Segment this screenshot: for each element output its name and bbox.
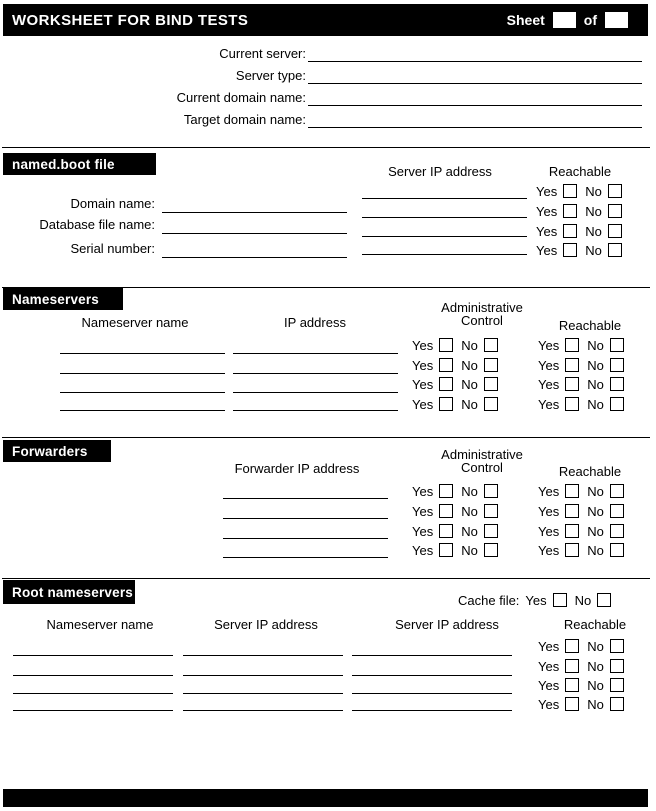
yes-checkbox[interactable] <box>565 484 579 498</box>
title-bar <box>3 4 648 36</box>
reachable-yes-no-row-4 <box>536 242 622 258</box>
yes-label: Yes <box>412 523 434 539</box>
yes-label: Yes <box>412 337 434 353</box>
no-label: No <box>587 376 604 392</box>
current-server-label: Current server: <box>219 46 306 61</box>
administrative-control-header-line2: Control <box>461 460 503 475</box>
ip-address-line-3[interactable] <box>233 392 398 393</box>
ip-address-line-4[interactable] <box>233 410 398 411</box>
yes-checkbox[interactable] <box>565 659 579 673</box>
forwarder-ip-address-header: Forwarder IP address <box>234 461 360 476</box>
yes-label: Yes <box>538 696 560 712</box>
yes-label: Yes <box>536 203 558 219</box>
page-title: WORKSHEET FOR BIND TESTS <box>12 11 249 29</box>
no-label: No <box>585 183 602 199</box>
yes-checkbox[interactable] <box>565 697 579 711</box>
forwarder-ip-line-4[interactable] <box>223 557 388 558</box>
ip-address-line-2[interactable] <box>233 373 398 374</box>
no-label: No <box>461 542 478 558</box>
no-checkbox[interactable] <box>610 543 624 557</box>
no-checkbox[interactable] <box>608 243 622 257</box>
no-label: No <box>587 396 604 412</box>
reachable-yes-no-row-3 <box>538 523 624 539</box>
no-label: No <box>461 357 478 373</box>
server-ip-address-header-1: Server IP address <box>214 617 318 632</box>
nameserver-name-line-2[interactable] <box>60 373 225 374</box>
no-label: No <box>461 523 478 539</box>
target-domain-name-line[interactable] <box>308 127 642 128</box>
no-label: No <box>585 242 602 258</box>
root-server-ip1-line-2[interactable] <box>183 675 343 676</box>
yes-checkbox[interactable] <box>439 338 453 352</box>
no-checkbox[interactable] <box>610 504 624 518</box>
admin-control-yes-no-row-1 <box>412 337 498 353</box>
administrative-control-header: Administrative <box>441 300 523 315</box>
yes-label: Yes <box>538 337 560 353</box>
nameserver-name-line-4[interactable] <box>60 410 225 411</box>
no-checkbox[interactable] <box>484 484 498 498</box>
forwarder-ip-line-3[interactable] <box>223 538 388 539</box>
no-label: No <box>587 658 604 674</box>
yes-label: Yes <box>538 523 560 539</box>
administrative-control-header-line2: Control <box>461 313 503 328</box>
server-ip-line-2[interactable] <box>362 217 527 218</box>
server-ip-line-4[interactable] <box>362 254 527 255</box>
yes-checkbox[interactable] <box>563 184 577 198</box>
no-checkbox[interactable] <box>608 224 622 238</box>
sheet-total-box[interactable] <box>605 12 628 28</box>
domain-name-label: Domain name: <box>70 196 155 211</box>
no-label: No <box>574 592 592 608</box>
yes-label: Yes <box>412 542 434 558</box>
no-checkbox[interactable] <box>610 397 624 411</box>
reachable-yes-no-row-2 <box>538 503 624 519</box>
cache-file-label: Cache file: <box>458 592 520 608</box>
yes-label: Yes <box>538 638 560 654</box>
root-server-ip2-line-1[interactable] <box>352 655 512 656</box>
reachable-yes-no-row-4 <box>538 696 624 712</box>
no-checkbox[interactable] <box>610 377 624 391</box>
yes-checkbox[interactable] <box>565 358 579 372</box>
reachable-yes-no-row-2 <box>536 203 622 219</box>
database-file-name-line[interactable] <box>162 233 347 234</box>
no-label: No <box>585 223 602 239</box>
no-checkbox[interactable] <box>484 338 498 352</box>
no-label: No <box>587 523 604 539</box>
yes-checkbox[interactable] <box>565 524 579 538</box>
reachable-yes-no-row-3 <box>538 677 624 693</box>
reachable-header: Reachable <box>558 318 622 333</box>
reachable-yes-no-row-1 <box>536 183 622 199</box>
yes-label: Yes <box>412 396 434 412</box>
nameserver-name-line-1[interactable] <box>60 353 225 354</box>
server-ip-line-3[interactable] <box>362 236 527 237</box>
reachable-header: Reachable <box>563 617 627 632</box>
admin-control-yes-no-row-4 <box>412 542 498 558</box>
root-server-ip1-line-3[interactable] <box>183 693 343 694</box>
no-checkbox[interactable] <box>610 697 624 711</box>
section-divider <box>2 437 650 438</box>
no-checkbox[interactable] <box>610 484 624 498</box>
yes-label: Yes <box>538 503 560 519</box>
section-divider <box>2 578 650 579</box>
yes-label: Yes <box>412 376 434 392</box>
admin-control-yes-no-row-4 <box>412 396 498 412</box>
yes-checkbox[interactable] <box>553 593 567 607</box>
yes-checkbox[interactable] <box>565 397 579 411</box>
admin-control-yes-no-row-3 <box>412 523 498 539</box>
yes-checkbox[interactable] <box>565 678 579 692</box>
ip-address-header: IP address <box>284 315 346 330</box>
yes-label: Yes <box>538 483 560 499</box>
cache-file-row <box>458 592 611 608</box>
nameserver-name-line-3[interactable] <box>60 392 225 393</box>
root-nameserver-name-line-2[interactable] <box>13 675 173 676</box>
root-server-ip1-line-1[interactable] <box>183 655 343 656</box>
no-checkbox[interactable] <box>610 678 624 692</box>
sheet-label: Sheet <box>506 12 545 28</box>
yes-label: Yes <box>525 592 547 608</box>
yes-label: Yes <box>412 483 434 499</box>
forwarders-section-title: Forwarders <box>3 440 111 462</box>
yes-label: Yes <box>536 242 558 258</box>
yes-checkbox[interactable] <box>563 243 577 257</box>
yes-label: Yes <box>538 357 560 373</box>
no-checkbox[interactable] <box>484 377 498 391</box>
server-ip-address-header: Server IP address <box>388 164 492 179</box>
yes-checkbox[interactable] <box>439 377 453 391</box>
no-checkbox[interactable] <box>610 338 624 352</box>
no-label: No <box>587 542 604 558</box>
yes-label: Yes <box>536 183 558 199</box>
yes-checkbox[interactable] <box>565 639 579 653</box>
root-nameserver-name-line-3[interactable] <box>13 693 173 694</box>
root-server-ip2-line-3[interactable] <box>352 693 512 694</box>
yes-label: Yes <box>412 357 434 373</box>
serial-number-label: Serial number: <box>70 241 155 256</box>
reachable-yes-no-row-2 <box>538 658 624 674</box>
no-checkbox[interactable] <box>484 358 498 372</box>
admin-control-yes-no-row-1 <box>412 483 498 499</box>
current-server-line[interactable] <box>308 61 642 62</box>
current-domain-name-label: Current domain name: <box>176 90 306 105</box>
no-checkbox[interactable] <box>610 659 624 673</box>
reachable-yes-no-row-3 <box>538 376 624 392</box>
yes-checkbox[interactable] <box>565 377 579 391</box>
of-label: of <box>583 12 597 28</box>
reachable-yes-no-row-1 <box>538 483 624 499</box>
no-label: No <box>461 337 478 353</box>
nameserver-name-header: Nameserver name <box>81 315 189 330</box>
root-nameservers-section-title: Root nameservers <box>3 580 135 604</box>
no-label: No <box>461 396 478 412</box>
server-type-line[interactable] <box>308 83 642 84</box>
reachable-header: Reachable <box>548 164 612 179</box>
forwarder-ip-line-2[interactable] <box>223 518 388 519</box>
no-label: No <box>587 483 604 499</box>
target-domain-name-label: Target domain name: <box>183 112 306 127</box>
no-checkbox[interactable] <box>610 358 624 372</box>
yes-label: Yes <box>538 658 560 674</box>
reachable-yes-no-row-4 <box>538 396 624 412</box>
admin-control-yes-no-row-2 <box>412 503 498 519</box>
no-checkbox[interactable] <box>484 504 498 518</box>
reachable-yes-no-row-1 <box>538 638 624 654</box>
server-ip-address-header-2: Server IP address <box>395 617 499 632</box>
no-checkbox[interactable] <box>597 593 611 607</box>
yes-label: Yes <box>536 223 558 239</box>
yes-checkbox[interactable] <box>439 524 453 538</box>
no-label: No <box>587 357 604 373</box>
no-label: No <box>461 483 478 499</box>
no-checkbox[interactable] <box>608 204 622 218</box>
root-server-ip2-line-4[interactable] <box>352 710 512 711</box>
no-checkbox[interactable] <box>484 543 498 557</box>
database-file-name-label: Database file name: <box>39 217 155 232</box>
current-domain-name-line[interactable] <box>308 105 642 106</box>
reachable-yes-no-row-3 <box>536 223 622 239</box>
no-label: No <box>461 503 478 519</box>
yes-label: Yes <box>412 503 434 519</box>
admin-control-yes-no-row-3 <box>412 376 498 392</box>
yes-checkbox[interactable] <box>439 484 453 498</box>
server-type-label: Server type: <box>235 68 306 83</box>
yes-checkbox[interactable] <box>565 504 579 518</box>
named-boot-section-title: named.boot file <box>3 153 156 175</box>
no-label: No <box>587 677 604 693</box>
reachable-yes-no-row-4 <box>538 542 624 558</box>
reachable-yes-no-row-1 <box>538 337 624 353</box>
root-nameserver-name-line-1[interactable] <box>13 655 173 656</box>
reachable-header: Reachable <box>558 464 622 479</box>
yes-checkbox[interactable] <box>439 504 453 518</box>
footer-bar <box>3 789 648 807</box>
yes-label: Yes <box>538 396 560 412</box>
nameserver-name-header: Nameserver name <box>46 617 154 632</box>
yes-label: Yes <box>538 542 560 558</box>
yes-checkbox[interactable] <box>563 204 577 218</box>
root-server-ip2-line-2[interactable] <box>352 675 512 676</box>
nameservers-section-title: Nameservers <box>3 288 123 310</box>
yes-label: Yes <box>538 677 560 693</box>
cache-file-yes-no <box>525 592 611 608</box>
no-label: No <box>587 337 604 353</box>
root-server-ip1-line-4[interactable] <box>183 710 343 711</box>
no-label: No <box>587 638 604 654</box>
server-ip-line-1[interactable] <box>362 198 527 199</box>
admin-control-yes-no-row-2 <box>412 357 498 373</box>
no-checkbox[interactable] <box>610 639 624 653</box>
administrative-control-header: Administrative <box>441 447 523 462</box>
no-label: No <box>585 203 602 219</box>
no-label: No <box>587 503 604 519</box>
reachable-yes-no-row-2 <box>538 357 624 373</box>
no-checkbox[interactable] <box>610 524 624 538</box>
section-divider <box>2 147 650 148</box>
no-checkbox[interactable] <box>484 524 498 538</box>
sheet-number-box[interactable] <box>553 12 576 28</box>
yes-checkbox[interactable] <box>439 543 453 557</box>
root-nameserver-name-line-4[interactable] <box>13 710 173 711</box>
no-checkbox[interactable] <box>484 397 498 411</box>
forwarder-ip-line-1[interactable] <box>223 498 388 499</box>
yes-checkbox[interactable] <box>565 543 579 557</box>
ip-address-line-1[interactable] <box>233 353 398 354</box>
yes-label: Yes <box>538 376 560 392</box>
yes-checkbox[interactable] <box>565 338 579 352</box>
domain-name-line[interactable] <box>162 212 347 213</box>
yes-checkbox[interactable] <box>563 224 577 238</box>
yes-checkbox[interactable] <box>439 397 453 411</box>
sheet-of-group <box>507 12 648 28</box>
yes-checkbox[interactable] <box>439 358 453 372</box>
serial-number-line[interactable] <box>162 257 347 258</box>
no-checkbox[interactable] <box>608 184 622 198</box>
no-label: No <box>587 696 604 712</box>
no-label: No <box>461 376 478 392</box>
